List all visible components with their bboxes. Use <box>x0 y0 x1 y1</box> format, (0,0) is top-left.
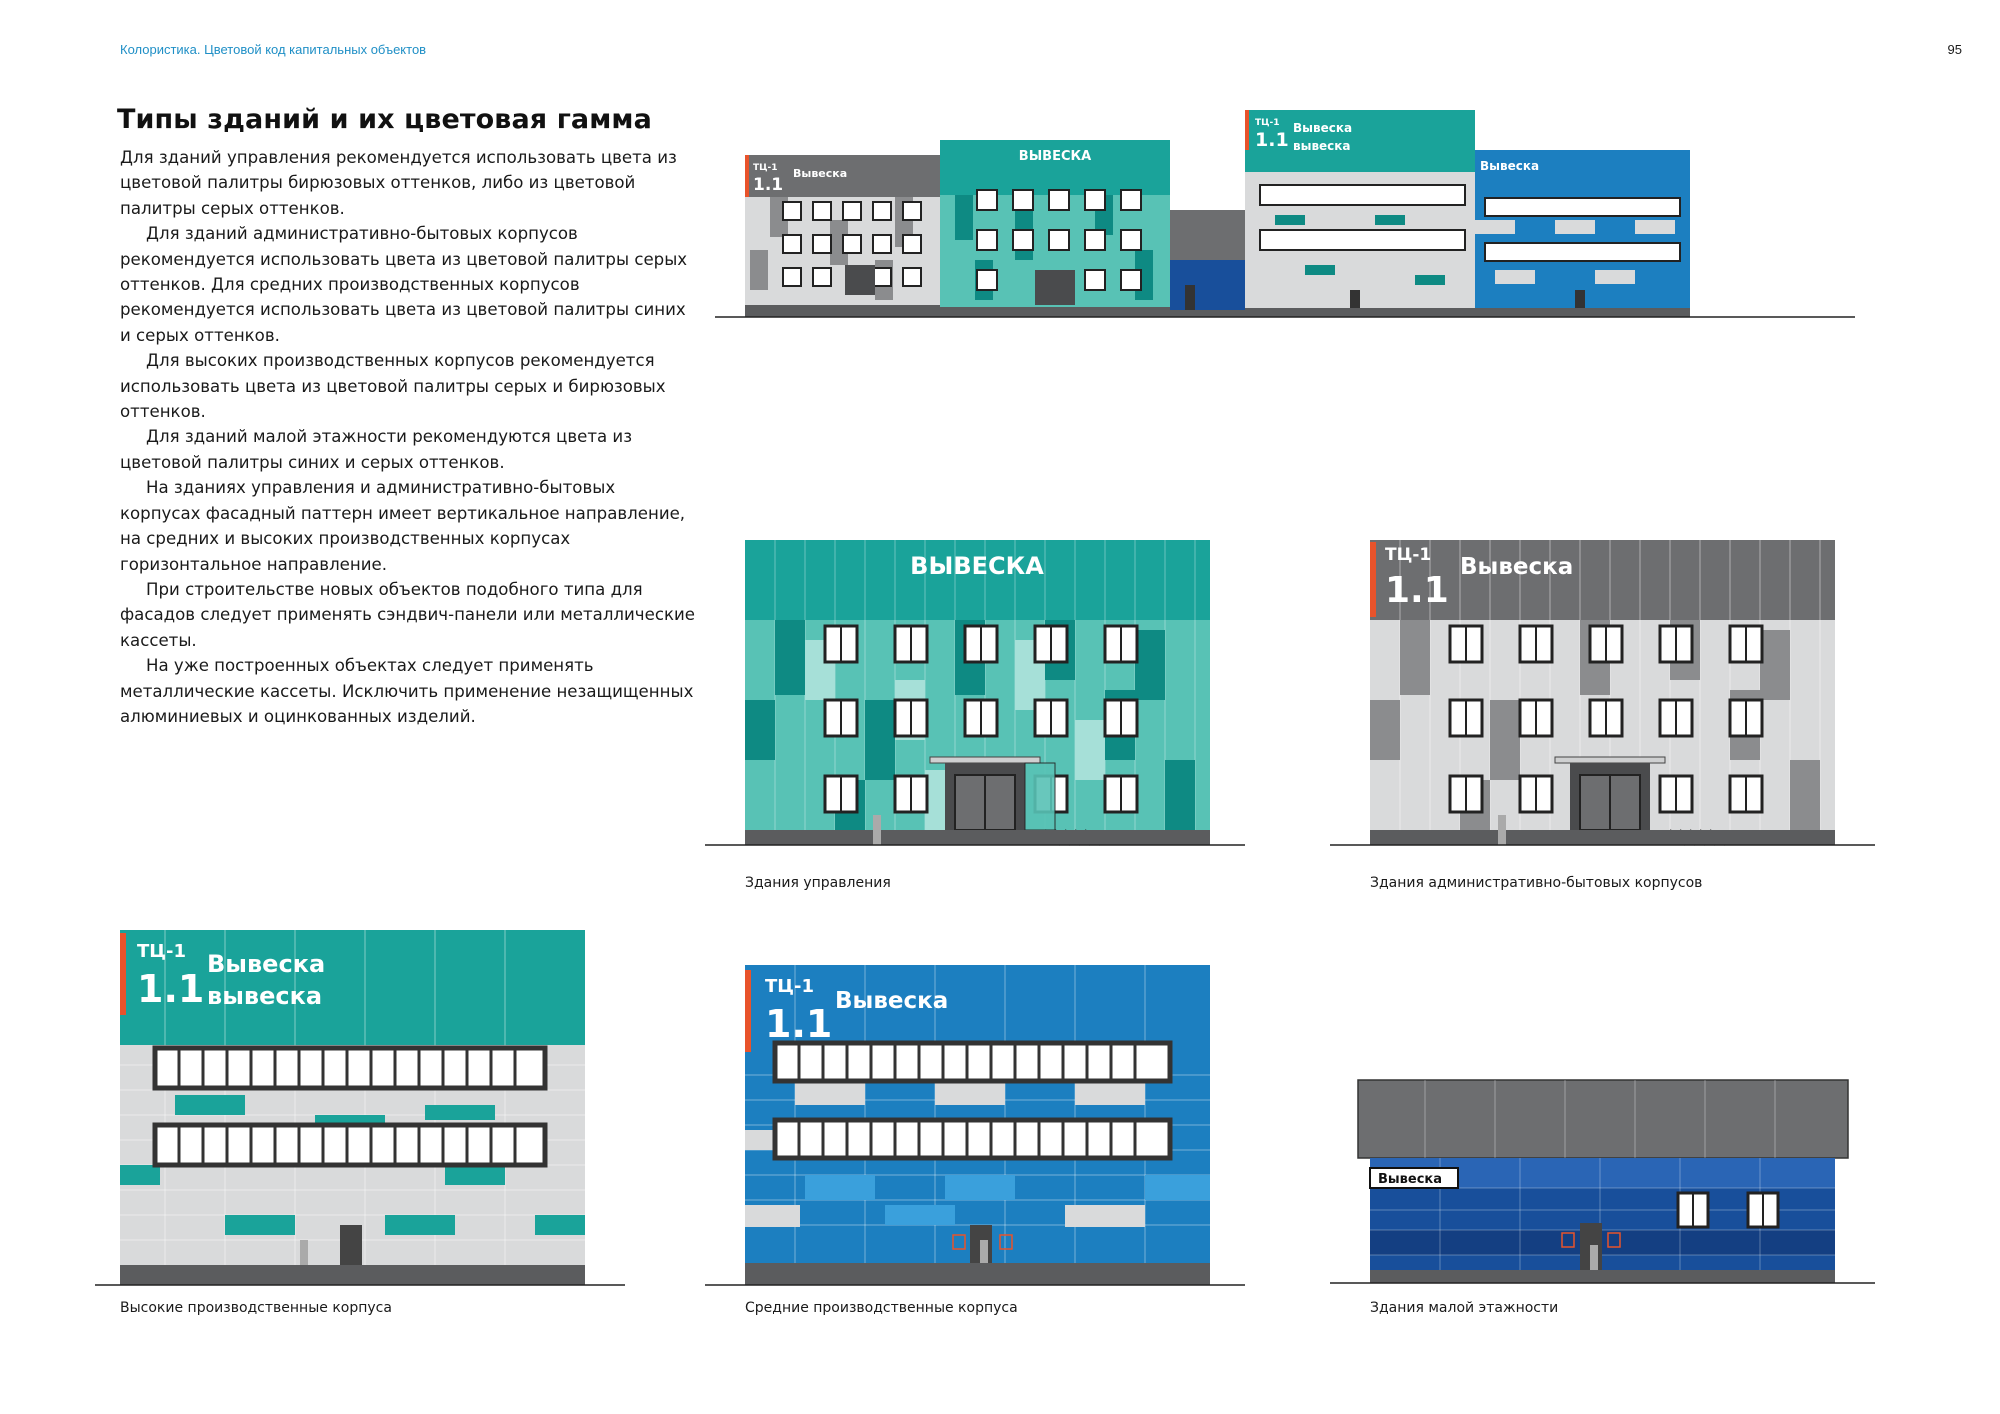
paragraph: На уже построенных объектах следует применять металлические кассеты. Исключить применение незащищенных алюминиевых и оцинкованных изделий. <box>120 656 694 726</box>
panorama-admin-code: ТЦ-1 <box>753 163 778 173</box>
panorama-admin-number: 1.1 <box>753 175 784 195</box>
high-production-sign: Вывеска <box>207 950 326 978</box>
paragraph: Для высоких производственных корпусов рекомендуется использовать цвета из цветовой палитры серых и бирюзовых оттенков. <box>120 351 666 422</box>
paragraph: При строительстве новых объектов подобного типа для фасадов следует применять сэндвич-панели или металлические кассеты. <box>120 579 695 650</box>
management-building-illustration <box>705 540 1245 855</box>
high-production-sign-2: вывеска <box>207 982 323 1010</box>
paragraph: Для зданий малой этажности рекомендуются цвета из цветовой палитры синих и серых оттенков. <box>120 427 633 472</box>
paragraph: На зданиях управления и административно-бытовых корпусах фасадный паттерн имеет вертикальное направление, на средних и высоких производственных корпусах горизонтальное направление. <box>120 478 686 574</box>
panorama-medium-production-building <box>1475 150 1690 317</box>
paragraph: Для зданий управления рекомендуется использовать цвета из цветовой палитры бирюзовых оттенков, либо из цветовой палитры серых оттенков. <box>120 148 677 218</box>
panorama-admin-building <box>745 155 940 317</box>
panorama-management-building <box>940 140 1170 317</box>
panorama-admin-sign: Вывеска <box>793 167 848 180</box>
admin-code: ТЦ-1 <box>1385 545 1432 565</box>
medium-production-code: ТЦ-1 <box>765 976 814 997</box>
running-title: Колористика. Цветовой код капитальных объектов <box>120 42 427 57</box>
low-rise-illustration <box>1330 1080 1875 1285</box>
panorama-high-sign-2: вывеска <box>1293 139 1351 153</box>
medium-production-caption: Средние производственные корпуса <box>745 1300 1018 1316</box>
panorama-high-production-building <box>1245 110 1475 317</box>
low-rise-caption: Здания малой этажности <box>1370 1300 1559 1316</box>
panorama-medium-sign: Вывеска <box>1480 159 1540 173</box>
management-sign: ВЫВЕСКА <box>910 552 1044 580</box>
page-number: 95 <box>1947 42 1962 57</box>
high-production-illustration <box>95 925 625 1285</box>
panorama-management-sign: ВЫВЕСКА <box>1018 149 1092 164</box>
admin-caption: Здания административно-бытовых корпусов <box>1370 875 1703 891</box>
panorama-illustration <box>715 110 1855 340</box>
panorama-high-number: 1.1 <box>1255 129 1289 151</box>
panorama-high-sign: Вывеска <box>1293 121 1353 135</box>
admin-sign: Вывеска <box>1460 554 1574 580</box>
high-production-code: ТЦ-1 <box>137 941 186 962</box>
admin-number: 1.1 <box>1385 570 1449 611</box>
panorama-lowrise-building <box>1170 210 1245 317</box>
paragraph: Для зданий административно-бытовых корпусов рекомендуется использовать цвета из цветовой палитры серых оттенков. Для средних производственных корпусов рекомендуется использовать цвета из цветовой палитры синих и серых оттенков. <box>120 224 688 345</box>
page-title: Типы зданий и их цветовая гамма <box>117 104 652 135</box>
medium-production-illustration <box>705 965 1245 1285</box>
management-caption: Здания управления <box>745 875 891 891</box>
panorama-high-code: ТЦ-1 <box>1255 118 1280 128</box>
body-text <box>120 145 700 729</box>
admin-building-illustration <box>1330 540 1875 855</box>
low-rise-sign: Вывеска <box>1378 1172 1443 1187</box>
high-production-number: 1.1 <box>137 967 205 1011</box>
high-production-caption: Высокие производственные корпуса <box>120 1300 392 1316</box>
medium-production-sign: Вывеска <box>835 988 949 1014</box>
medium-production-number: 1.1 <box>765 1002 833 1046</box>
